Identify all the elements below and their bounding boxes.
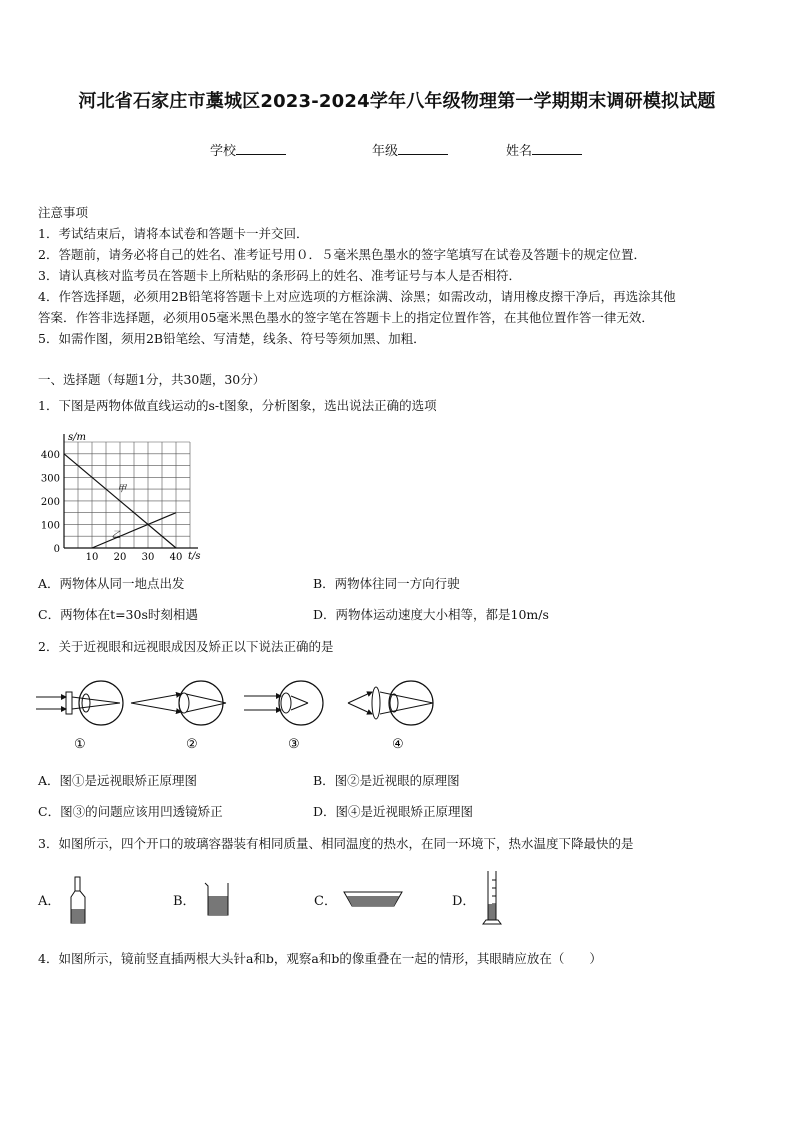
notice-heading: 注意事项 (38, 205, 89, 220)
q1-option-a: A．两物体从同一地点出发 (38, 576, 185, 591)
y-axis-label: s/m (68, 432, 86, 443)
y-tick-label: 300 (40, 473, 60, 485)
school-field (210, 140, 286, 159)
q2-option-c: C．图③的问题应该用凹透镜矫正 (38, 804, 223, 819)
name-label: 姓名 (506, 144, 533, 159)
measuring-cylinder-icon (480, 868, 504, 928)
name-field (506, 140, 582, 159)
y-tick-label: 400 (40, 449, 60, 461)
chart-axes (64, 432, 201, 562)
st-graph (36, 424, 201, 564)
question-4-stem: 4．如图所示，镜前竖直插两根大头针a和b，观察a和b的像重叠在一起的情形，其眼睛应放在（ ） (38, 951, 602, 966)
grade-field (372, 140, 448, 159)
series-label: 甲 (117, 484, 127, 495)
x-tick-label: 40 (169, 552, 183, 563)
q3-option-a-label: A． (38, 894, 61, 909)
notice-item: 2．答题前，请务必将自己的姓名、准考证号用０．５毫米黑色墨水的签字笔填写在试卷及答题卡的规定位置． (38, 247, 646, 262)
eye-figure-1 (36, 681, 123, 725)
notice-item: 5．如需作图，须用2B铅笔绘、写清楚，线条、符号等须加黑、加粗． (38, 331, 426, 346)
q3-option-c-label: C． (314, 894, 337, 909)
eye-figure-3 (244, 681, 323, 725)
shallow-dish-icon (342, 888, 404, 910)
q3-option-b-label: B． (173, 894, 196, 909)
eye-figure-2 (131, 681, 226, 725)
school-blank (236, 142, 286, 155)
notice-item: 4．作答选择题，必须用2B铅笔将答题卡上对应选项的方框涂满、涂黑；如需改动，请用橡皮擦干净后，再选涂其他 (38, 289, 676, 304)
q1-option-b: B．两物体往同一方向行驶 (313, 576, 460, 591)
q1-option-c: C．两物体在t=30s时刻相遇 (38, 607, 198, 622)
notice-item: 3．请认真核对监考员在答题卡上所粘贴的条形码上的姓名、准考证号与本人是否相符． (38, 268, 521, 283)
y-tick-label: 200 (40, 496, 60, 508)
question-1-stem: 1．下图是两物体做直线运动的s-t图象，分析图象，选出说法正确的选项 (38, 398, 437, 413)
eye-diagrams (36, 670, 456, 760)
tall-bottle-icon (66, 875, 92, 927)
notice-item: 答案．作答非选择题，必须用05毫米黑色墨水的签字笔在答题卡上的指定位置作答，在其他位置作答一律无效． (38, 310, 654, 325)
name-blank (532, 142, 582, 155)
x-tick-label: 20 (113, 552, 127, 563)
grade-blank (398, 142, 448, 155)
series-label: 乙 (111, 530, 121, 541)
question-3-stem: 3．如图所示，四个开口的玻璃容器装有相同质量、相同温度的热水，在同一环境下，热水温度下降最快的是 (38, 836, 634, 851)
x-tick-label: 30 (141, 552, 155, 563)
eye-label-4: ④ (392, 737, 404, 752)
y-tick-label: 100 (40, 520, 60, 532)
eye-label-3: ③ (288, 737, 300, 752)
page-title: 河北省石家庄市藁城区2023-2024学年八年级物理第一学期期末调研模拟试题 (78, 91, 716, 112)
notice-item: 1．考试结束后，请将本试卷和答题卡一并交回． (38, 226, 309, 241)
school-label: 学校 (210, 144, 237, 159)
beaker-icon (202, 880, 232, 920)
grade-label: 年级 (372, 144, 399, 159)
y-tick-label: 0 (53, 544, 60, 555)
q2-option-d: D．图④是近视眼矫正原理图 (313, 804, 474, 819)
section-heading: 一、选择题（每题1分，共30题，30分） (38, 372, 266, 387)
q3-option-d-label: D． (452, 894, 476, 909)
question-2-stem: 2．关于近视眼和远视眼成因及矫正以下说法正确的是 (38, 639, 334, 654)
x-tick-label: 10 (85, 552, 99, 563)
eye-label-2: ② (186, 737, 198, 752)
chart-ticks (41, 450, 182, 563)
q2-option-b: B．图②是近视眼的原理图 (313, 773, 460, 788)
x-axis-label: t/s (188, 551, 201, 562)
chart-grid (64, 442, 190, 548)
q1-option-d: D．两物体运动速度大小相等，都是10m/s (313, 607, 549, 622)
eye-figure-4 (348, 681, 433, 725)
q2-option-a: A．图①是远视眼矫正原理图 (38, 773, 198, 788)
eye-label-1: ① (74, 737, 86, 752)
